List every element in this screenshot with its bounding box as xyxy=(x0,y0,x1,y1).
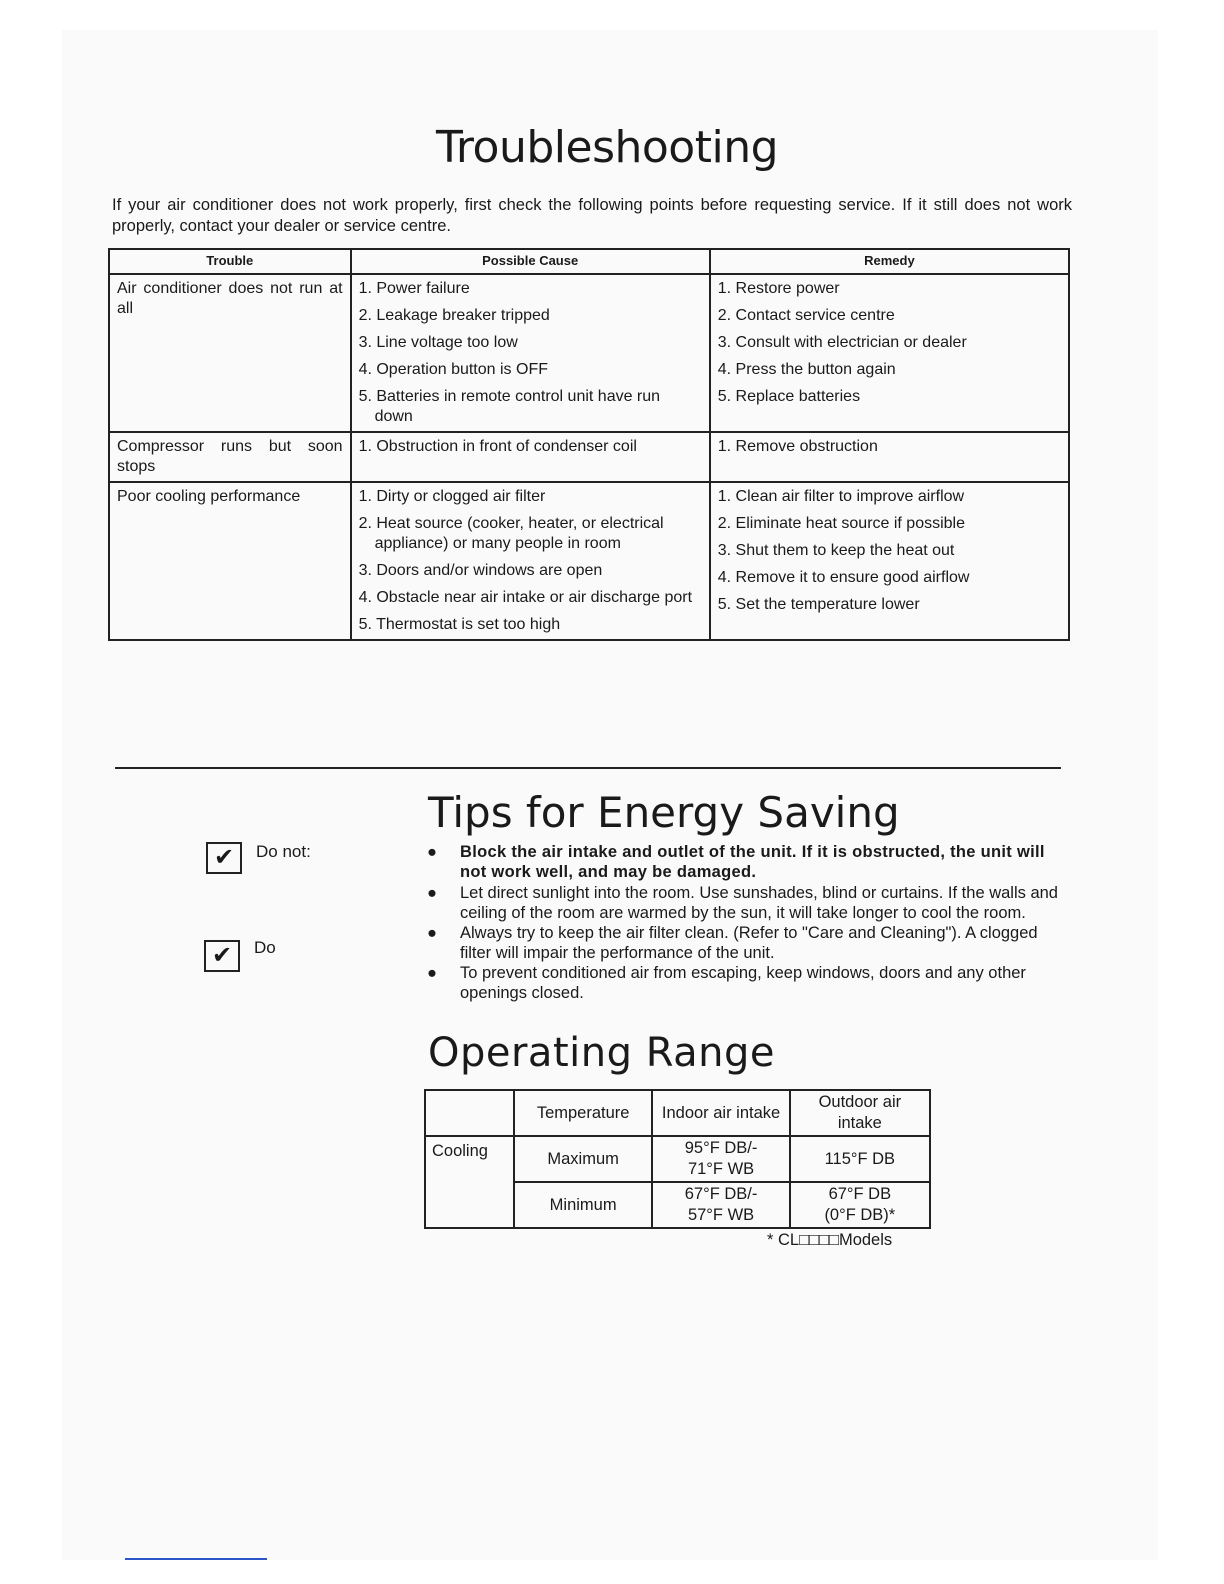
indoor-line: 71°F WB xyxy=(687,1160,755,1178)
remedy-item: 1. Clean air filter to improve airflow xyxy=(717,488,965,505)
header-cause: Possible Cause xyxy=(351,249,710,274)
cause-item: 1. Power failure xyxy=(358,280,470,297)
outdoor-value xyxy=(790,1136,930,1182)
remedy-item: 1. Restore power xyxy=(717,280,840,297)
remedy-item: 2. Contact service centre xyxy=(717,307,895,324)
remedy-item: 2. Eliminate heat source if possible xyxy=(717,515,966,532)
tip-text: Let direct sunlight into the room. Use sunshades, blind or curtains. If the walls and ceiling of the room are warmed by the sun, it will take longer to cool the room. xyxy=(460,884,1058,922)
indoor-line: 95°F DB/- xyxy=(684,1139,758,1157)
list-item xyxy=(424,923,1060,963)
outdoor-line: (0°F DB)* xyxy=(824,1206,896,1224)
table-row xyxy=(109,432,1069,482)
header-temperature: Temperature xyxy=(514,1090,653,1136)
remedy-item: 5. Set the temperature lower xyxy=(717,596,920,613)
cause-item: 4. Operation button is OFF xyxy=(358,361,548,378)
remedy-item: 1. Remove obstruction xyxy=(717,438,878,455)
cause-item: 5. Thermostat is set too high xyxy=(358,616,561,633)
list-item xyxy=(424,883,1060,923)
troubleshooting-title: Troubleshooting xyxy=(436,122,779,173)
indoor-value xyxy=(652,1182,789,1228)
table-row xyxy=(425,1090,930,1136)
remedy-cell xyxy=(710,482,1069,640)
blank-header xyxy=(425,1090,514,1136)
table-header-row xyxy=(109,249,1069,274)
check-icon: ✔ xyxy=(204,940,240,972)
do-label: Do xyxy=(254,938,276,957)
remedy-item: 3. Shut them to keep the heat out xyxy=(717,542,955,559)
cause-item: 3. Line voltage too low xyxy=(358,334,518,351)
cause-item: 5. Batteries in remote control unit have run down xyxy=(358,388,661,425)
troubleshooting-table xyxy=(108,248,1070,641)
models-footnote: * CL□□□□Models xyxy=(767,1231,893,1249)
bullet-icon: ● xyxy=(427,964,437,982)
page-underline xyxy=(125,1558,267,1560)
energy-tips-list xyxy=(424,842,1060,1003)
energy-saving-title: Tips for Energy Saving xyxy=(428,788,900,837)
cause-cell xyxy=(351,274,710,432)
list-item xyxy=(424,963,1060,1003)
cause-item: 3. Doors and/or windows are open xyxy=(358,562,603,579)
tip-text: Always try to keep the air filter clean. (Refer to "Care and Cleaning"). A clogged filter will impair the performance of the unit. xyxy=(460,924,1038,962)
remedy-cell xyxy=(710,274,1069,432)
do-not-label: Do not: xyxy=(256,842,311,861)
operating-range-table xyxy=(424,1089,931,1229)
remedy-cell xyxy=(710,432,1069,482)
header-indoor: Indoor air intake xyxy=(652,1090,789,1136)
bullet-icon: ● xyxy=(427,843,438,861)
table-row xyxy=(109,274,1069,432)
table-row xyxy=(425,1136,930,1182)
bullet-icon: ● xyxy=(427,884,437,902)
operating-range-title: Operating Range xyxy=(428,1030,775,1076)
cause-cell xyxy=(351,432,710,482)
cause-item: 2. Leakage breaker tripped xyxy=(358,307,550,324)
mode-cell: Cooling xyxy=(425,1136,514,1228)
header-outdoor: Outdoor air intake xyxy=(790,1090,930,1136)
tip-text: To prevent conditioned air from escaping, keep windows, doors and any other openings closed. xyxy=(460,964,1026,1002)
range-label: Maximum xyxy=(514,1136,653,1182)
cause-item: 4. Obstacle near air intake or air discharge port xyxy=(358,589,693,606)
outdoor-line: 67°F DB xyxy=(828,1185,892,1203)
cause-item: 1. Dirty or clogged air filter xyxy=(358,488,546,505)
header-remedy: Remedy xyxy=(710,249,1069,274)
table-row xyxy=(109,482,1069,640)
indoor-value xyxy=(652,1136,789,1182)
outdoor-line: 115°F DB xyxy=(824,1149,896,1168)
remedy-item: 4. Remove it to ensure good airflow xyxy=(717,569,970,586)
cause-cell xyxy=(351,482,710,640)
list-item xyxy=(424,842,1060,882)
range-label: Minimum xyxy=(514,1182,653,1228)
indoor-line: 67°F DB/- xyxy=(684,1185,758,1203)
remedy-item: 4. Press the button again xyxy=(717,361,896,378)
trouble-cell: Poor cooling performance xyxy=(109,482,351,640)
cause-item: 1. Obstruction in front of condenser coil xyxy=(358,438,637,455)
tip-text: Block the air intake and outlet of the unit. If it is obstructed, the unit will not work well, and may be damaged. xyxy=(460,843,1045,881)
header-trouble: Trouble xyxy=(109,249,351,274)
troubleshooting-intro: If your air conditioner does not work properly, first check the following points before requesting service. If it still does not work properly, contact your dealer or service centre. xyxy=(112,196,1072,235)
section-divider xyxy=(115,767,1061,769)
bullet-icon: ● xyxy=(427,924,437,942)
indoor-line: 57°F WB xyxy=(687,1206,755,1224)
trouble-cell: Compressor runs but soon stops xyxy=(109,432,351,482)
remedy-item: 5. Replace batteries xyxy=(717,388,861,405)
outdoor-value xyxy=(790,1182,930,1228)
remedy-item: 3. Consult with electrician or dealer xyxy=(717,334,967,351)
cause-item: 2. Heat source (cooker, heater, or electrical appliance) or many people in room xyxy=(358,515,664,552)
trouble-cell: Air conditioner does not run at all xyxy=(109,274,351,432)
check-icon: ✔ xyxy=(206,842,242,874)
